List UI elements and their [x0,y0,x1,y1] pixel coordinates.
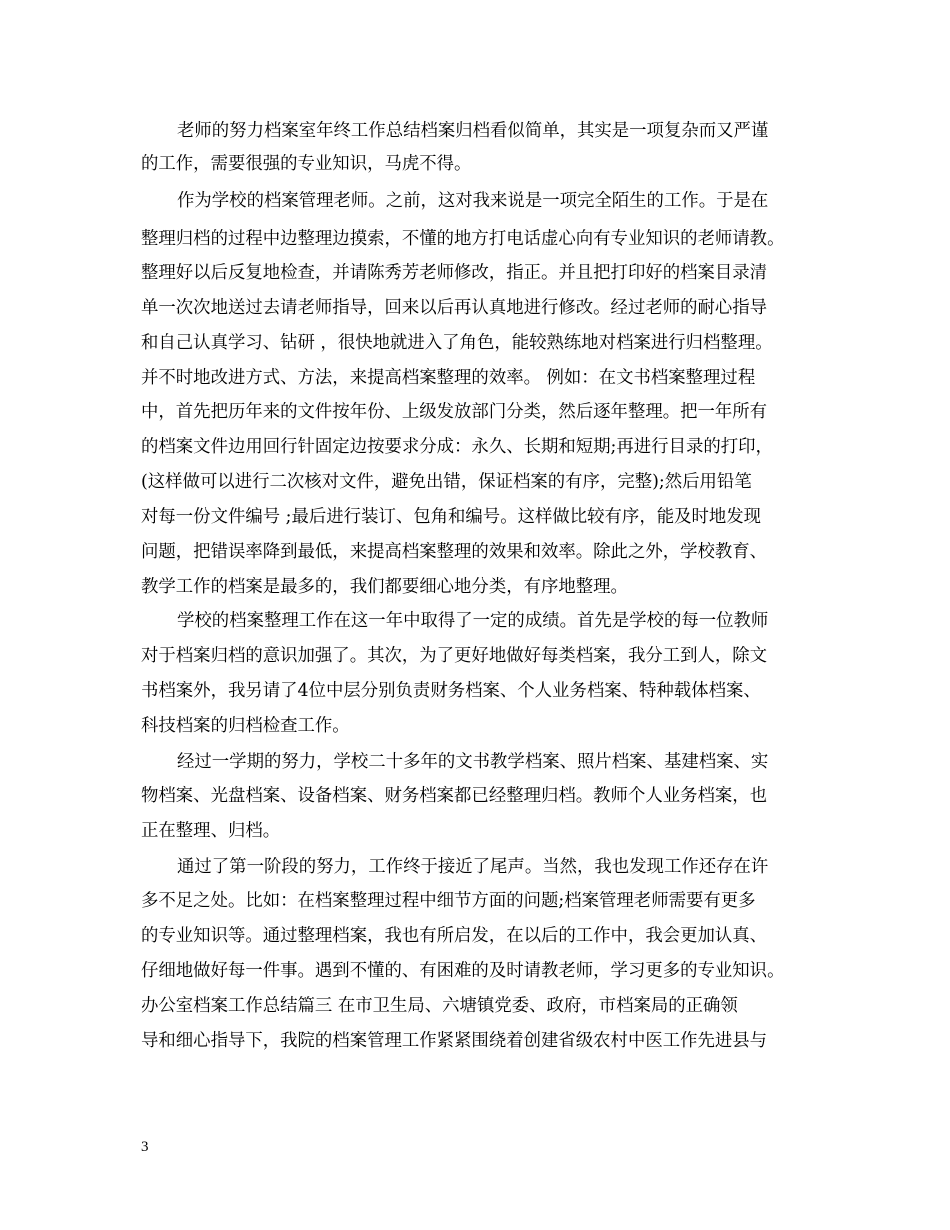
text-line: 的工作，需要很强的专业知识，马虎不得。 [141,154,472,174]
text-line: 多不足之处。比如：在档案整理过程中细节方面的问题;档案管理老师需要有更多 [141,891,756,911]
text-line: 问题，把错误率降到最低，来提高档案整理的效果和效率。除此之外，学校教育、 [141,542,768,562]
text-line: 单一次次地送过去请老师指导，回来以后再认真地进行修改。经过老师的耐心指导 [141,298,768,318]
text-line: 物档案、光盘档案、设备档案、财务档案都已经整理归档。教师个人业务档案，也 [141,786,768,806]
text-line: 书档案外，我另请了4位中层分别负责财务档案、个人业务档案、特种载体档案、 [141,681,761,701]
text-line: (这样做可以进行二次核对文件，避免出错，保证档案的有序，完整);然后用铅笔 [141,472,752,492]
text-line: 通过了第一阶段的努力，工作终于接近了尾声。当然，我也发现工作还存在许 [177,857,769,877]
text-line: 对于档案归档的意识加强了。其次，为了更好地做好每类档案，我分工到人，除文 [141,646,768,666]
text-line: 整理归档的过程中边整理边摸索，不懂的地方打电话虚心向有专业知识的老师请教。 [141,229,785,249]
text-line: 导和细心指导下，我院的档案管理工作紧紧围绕着创建省级农村中医工作先进县与 [141,1031,768,1051]
text-line: 经过一学期的努力，学校二十多年的文书教学档案、照片档案、基建档案、实 [177,752,769,772]
text-line: 中，首先把历年来的文件按年份、上级发放部门分类，然后逐年整理。把一年所有 [141,402,768,422]
text-line: 学校的档案整理工作在这一年中取得了一定的成绩。首先是学校的每一位教师 [177,611,769,631]
text-line: 正在整理、归档。 [141,821,281,841]
text-line: 对每一份文件编号 ;最后进行装订、包角和编号。这样做比较有序，能及时地发现 [141,507,762,527]
text-line: 仔细地做好每一件事。遇到不懂的、有困难的及时请教老师，学习更多的专业知识。 [141,961,785,981]
text-line: 并不时地改进方式、方法，来提高档案整理的效率。 例如：在文书档案整理过程 [141,368,756,388]
text-line: 和自己认真学习、钻研 ，很快地就进入了角色，能较熟练地对档案进行归档整理。 [141,333,773,353]
text-line: 整理好以后反复地检查，并请陈秀芳老师修改，指正。并且把打印好的档案目录清 [141,263,768,283]
text-line: 老师的努力档案室年终工作总结档案归档看似简单，其实是一项复杂而又严谨 [177,121,769,141]
text-line: 作为学校的档案管理老师。之前，这对我来说是一项完全陌生的工作。于是在 [177,191,769,211]
page-number: 3 [141,1139,149,1155]
text-line: 的档案文件边用回行针固定边按要求分成：永久、长期和短期;再进行目录的打印， [141,437,773,457]
text-line: 科技档案的归档检查工作。 [141,716,350,736]
text-line: 的专业知识等。通过整理档案，我也有所启发，在以后的工作中，我会更加认真、 [141,926,768,946]
text-line: 办公室档案工作总结篇三 在市卫生局、六塘镇党委、政府，市档案局的正确领 [141,996,738,1016]
text-line: 教学工作的档案是最多的，我们都要细心地分类，有序地整理。 [141,577,628,597]
